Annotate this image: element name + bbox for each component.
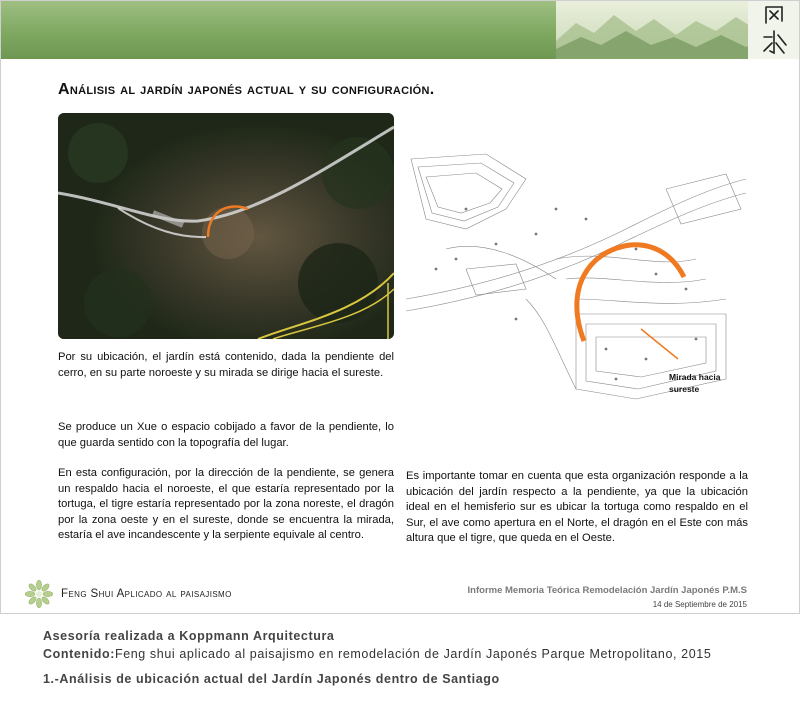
plan-label-line1: Mirada hacia	[669, 372, 721, 382]
caption-content	[43, 647, 711, 661]
mountain-landscape-art	[556, 1, 800, 59]
plan-label-line2: sureste	[669, 384, 700, 394]
paragraph-organizacion: Es importante tomar en cuenta que esta organización responde a la ubicación del jardín respecto a la pendiente, ya que la ubicación ideal en el hemisferio sur es ubicar la tortuga como respaldo en el Sur, el ave como apertura en el Norte, el dragón en el Este con más altura que el tigre, que queda en el Oeste.	[406, 470, 748, 544]
footer-section-title: Feng Shui Aplicado al paisajismo	[61, 588, 232, 600]
header-banner	[1, 1, 800, 59]
caption-content-text: Feng shui aplicado al paisajismo en remodelación de Jardín Japonés Parque Metropolitano, 2015	[114, 647, 712, 661]
caption-advisory: Asesoría realizada a Koppmann Arquitectura	[43, 629, 335, 643]
footer-report-title: Informe Memoria Teórica Remodelación Jardín Japonés P.M.S	[467, 585, 747, 596]
footer-report-info	[468, 585, 747, 609]
caption-content-label: Contenido:	[43, 647, 115, 661]
flower-logo-icon	[25, 580, 53, 608]
paragraph-ubicacion: Por su ubicación, el jardín está contenido, dada la pendiente del cerro, en su parte noroeste y su mirada se dirige hacia el sureste.	[58, 351, 394, 379]
site-plan-drawing	[406, 149, 751, 411]
caption-section: 1.-Análisis de ubicación actual del Jardín Japonés dentro de Santiago	[43, 672, 500, 686]
paragraph-xue: Se produce un Xue o espacio cobijado a favor de la pendiente, lo que guarda sentido con la topografía del lugar.	[58, 421, 394, 449]
paragraph-configuracion: En esta configuración, por la dirección de la pendiente, se genera un respaldo hacia el noroeste, el que estaría representado por la tortuga, el tigre estaría representado por la zona noreste, el dragón por la zona oeste y en el sureste, donde se encuentra la mirada, estaría el ave incandescente y la serpiente equivale al centro.	[58, 467, 394, 541]
aerial-satellite-photo	[58, 113, 394, 339]
view-direction-pointer	[641, 329, 678, 359]
footer-report-date: 14 de Septiembre de 2015	[652, 600, 747, 609]
page-title: Análisis al jardín japonés actual y su configuración.	[58, 81, 435, 98]
